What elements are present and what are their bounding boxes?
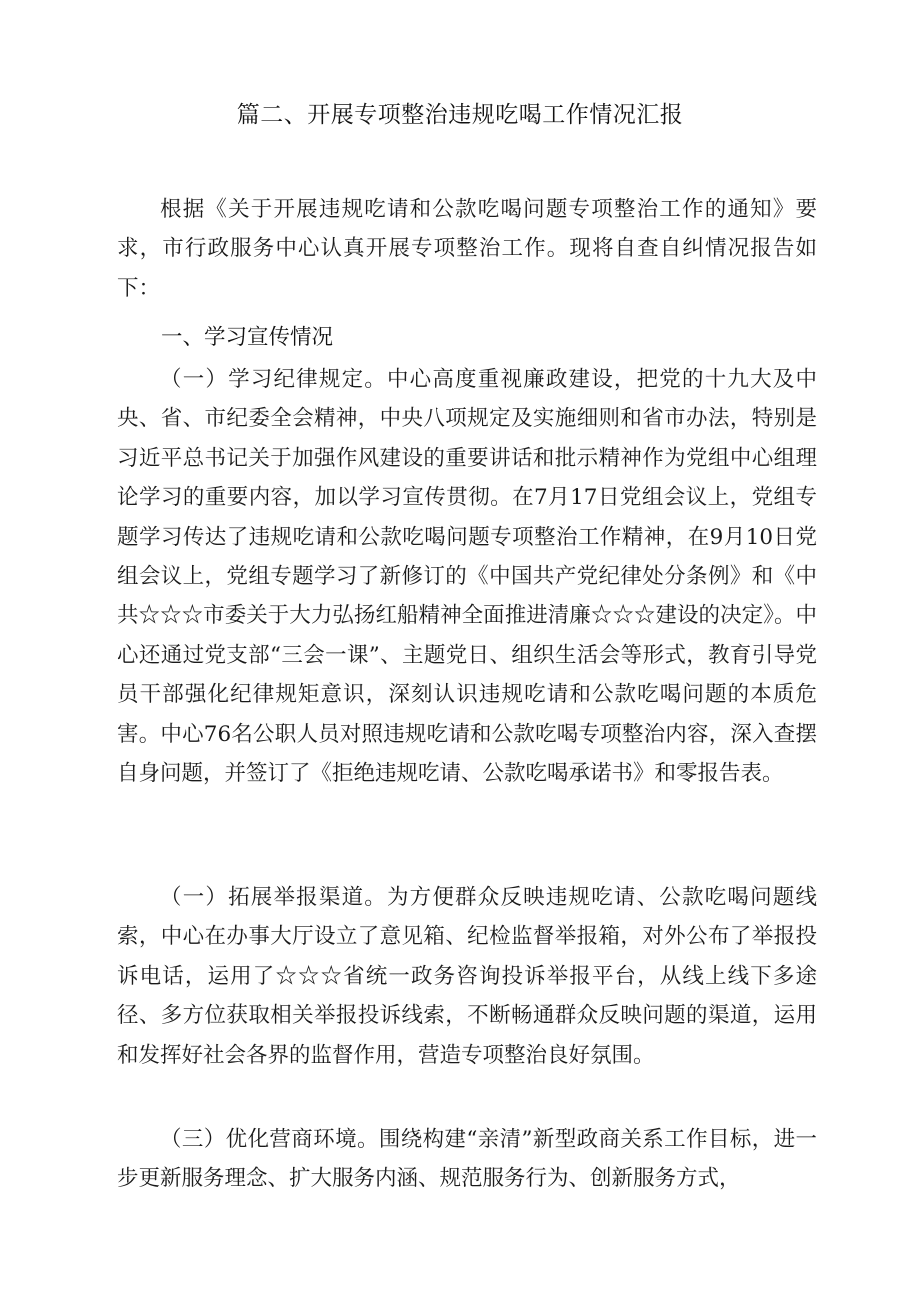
paragraph-business-environment: （三）优化营商环境。围绕构建“亲清”新型政商关系工作目标，进一步更新服务理念、扩大服务内涵、规范服务行为、创新服务方式， [117, 1127, 817, 1192]
document-title: 篇二、开展专项整治违规吃喝工作情况汇报 [236, 102, 684, 128]
paragraph-study-discipline: （一）学习纪律规定。中心高度重视廉政建设，把党的十九大及中央、省、市纪委全会精神，中央八项规定及实施细则和省市办法，特别是习近平总书记关于加强作风建设的重要讲话和批示精神作为党组中心组理论学习的重要内容，加以学习宣传贯彻。在7月17日党组会议上，党组专题学习传达了违规吃请和公款吃喝问题专项整治工作精神，在9月10日党组会议上，党组专题学习了新修订的《中国共产党纪律处分条例》和《中共☆☆☆市委关于大力弘扬红船精神全面推进清廉☆☆☆建设的决定》。中心还通过党支部“三会一课”、主题党日、组织生活会等形式，教育引导党员干部强化纪律规矩意识，深刻认识违规吃请和公款吃喝问题的本质危害。中心76名公职人员对照违规吃请和公款吃喝专项整治内容，深入查摆自身问题，并签订了《拒绝违规吃请、公款吃喝承诺书》和零报告表。 [117, 367, 817, 787]
intro-paragraph: 根据《关于开展违规吃请和公款吃喝问题专项整治工作的通知》要求，市行政服务中心认真开展专项整治工作。现将自查自纠情况报告如下： [117, 197, 817, 301]
paragraph-report-channels: （一）拓展举报渠道。为方便群众反映违规吃请、公款吃喝问题线索，中心在办事大厅设立了意见箱、纪检监督举报箱，对外公布了举报投诉电话，运用了☆☆☆省统一政务咨询投诉举报平台，从线上线下多途径、多方位获取相关举报投诉线索，不断畅通群众反映问题的渠道，运用和发挥好社会各界的监督作用，营造专项整治良好氛围。 [117, 885, 817, 1068]
section-heading-study: 一、学习宣传情况 [161, 325, 334, 350]
